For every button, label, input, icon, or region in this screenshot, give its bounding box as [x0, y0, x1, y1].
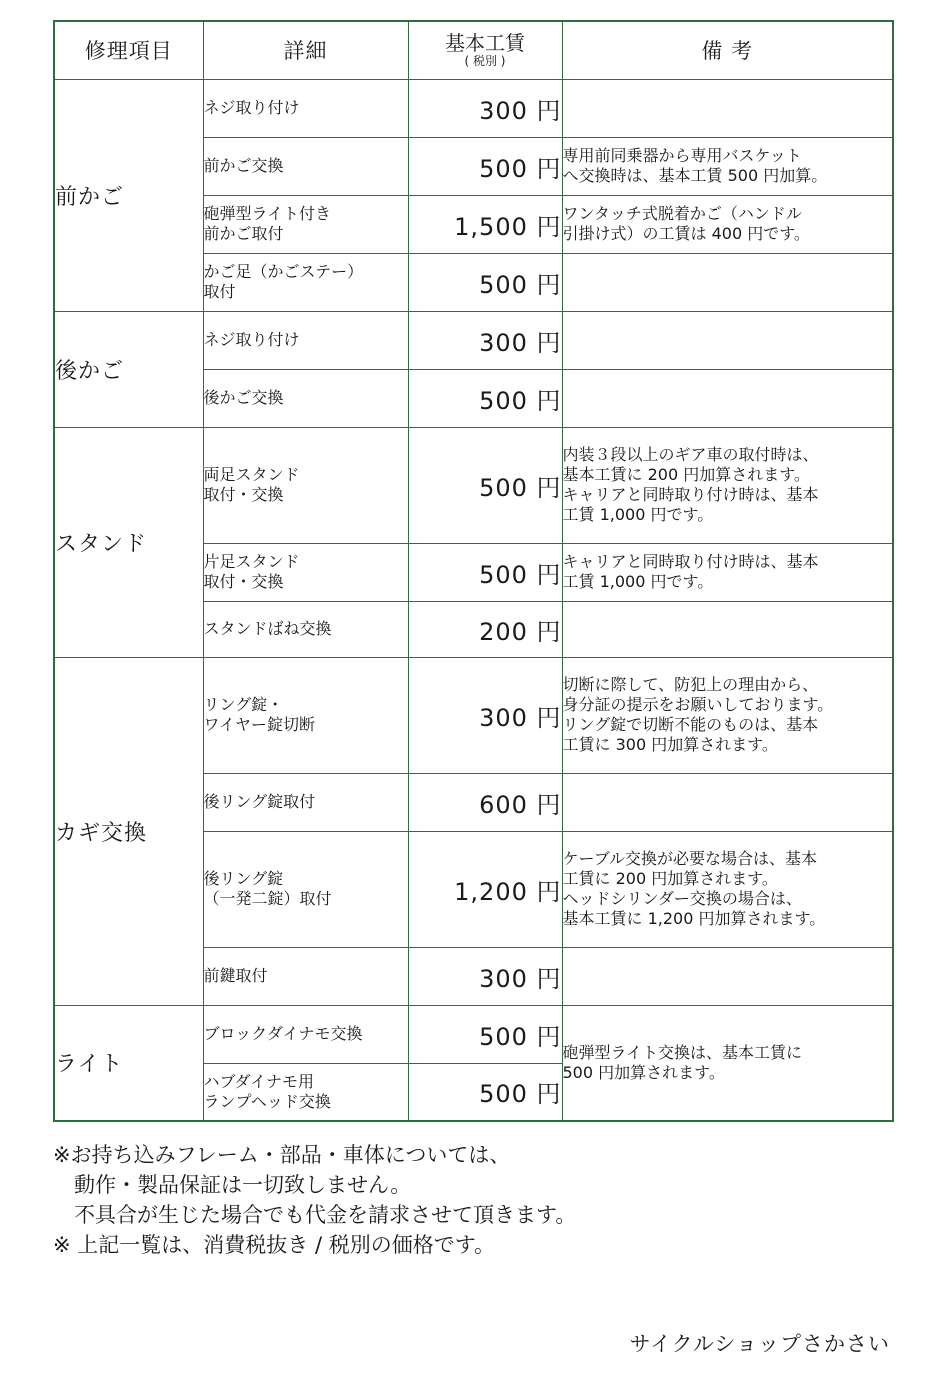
table-row: [54, 1005, 893, 1063]
category-light: ライト: [54, 1005, 203, 1121]
table-row: [54, 427, 893, 543]
note-cell: [562, 79, 893, 137]
category-stand: スタンド: [54, 427, 203, 657]
note-cell: 内装３段以上のギア車の取付時は、 基本工賃に 200 円加算されます。 キャリアと同時取り付け時は、基本 工賃 1,000 円です。: [562, 427, 893, 543]
price-cell: 500 円: [408, 1063, 562, 1121]
price-cell: 300 円: [408, 79, 562, 137]
footnote-line: ※お持ち込みフレーム・部品・車体については、: [53, 1143, 511, 1167]
detail-cell: 後リング錠 （一発二錠）取付: [203, 831, 408, 947]
detail-cell: ブロックダイナモ交換: [203, 1005, 408, 1063]
price-cell: 200 円: [408, 601, 562, 657]
note-cell: ワンタッチ式脱着かご（ハンドル 引掛け式）の工賃は 400 円です。: [562, 195, 893, 253]
detail-cell: 後かご交換: [203, 369, 408, 427]
note-cell: [562, 253, 893, 311]
note-cell: [562, 369, 893, 427]
header-row: [54, 21, 893, 79]
detail-cell: ネジ取り付け: [203, 311, 408, 369]
detail-cell: リング錠・ ワイヤー錠切断: [203, 657, 408, 773]
header-item: 修理項目: [54, 21, 203, 79]
price-cell: 500 円: [408, 1005, 562, 1063]
category-rear-basket: 後かご: [54, 311, 203, 427]
shop-name: サイクルショップさかさい: [629, 1332, 890, 1356]
price-cell: 500 円: [408, 427, 562, 543]
price-cell: 500 円: [408, 543, 562, 601]
detail-cell: 前鍵取付: [203, 947, 408, 1005]
note-cell: 専用前同乗器から専用バスケット へ交換時は、基本工賃 500 円加算。: [562, 137, 893, 195]
price-cell: 300 円: [408, 947, 562, 1005]
note-cell: ケーブル交換が必要な場合は、基本 工賃に 200 円加算されます。 ヘッドシリンダー交換の場合は、 基本工賃に 1,200 円加算されます。: [562, 831, 893, 947]
header-price-main: 基本工賃: [445, 31, 525, 56]
detail-cell: 砲弾型ライト付き 前かご取付: [203, 195, 408, 253]
footnote-line: 不具合が生じた場合でも代金を請求させて頂きます。: [53, 1203, 577, 1227]
table-row: [54, 79, 893, 137]
category-front-basket: 前かご: [54, 79, 203, 311]
detail-cell: 両足スタンド 取付・交換: [203, 427, 408, 543]
footnote-line: 動作・製品保証は一切致しません。: [53, 1173, 412, 1197]
note-cell: [562, 601, 893, 657]
price-table: [53, 20, 894, 1122]
table-row: [54, 657, 893, 773]
note-cell: 砲弾型ライト交換は、基本工賃に 500 円加算されます。: [562, 1005, 893, 1121]
footnotes: [53, 1140, 576, 1260]
header-detail: 詳細: [203, 21, 408, 79]
header-note: 備 考: [562, 21, 893, 79]
detail-cell: 後リング錠取付: [203, 773, 408, 831]
note-cell: キャリアと同時取り付け時は、基本 工賃 1,000 円です。: [562, 543, 893, 601]
category-key: カギ交換: [54, 657, 203, 1005]
price-cell: 1,500 円: [408, 195, 562, 253]
detail-cell: 前かご交換: [203, 137, 408, 195]
detail-cell: ハブダイナモ用 ランプヘッド交換: [203, 1063, 408, 1121]
note-cell: [562, 773, 893, 831]
footnote-line: ※ 上記一覧は、消費税抜き / 税別の価格です。: [53, 1233, 496, 1257]
detail-cell: スタンドばね交換: [203, 601, 408, 657]
price-cell: 300 円: [408, 657, 562, 773]
note-cell: [562, 947, 893, 1005]
note-cell: 切断に際して、防犯上の理由から、 身分証の提示をお願いしております。 リング錠で切断不能のものは、基本 工賃に 300 円加算されます。: [562, 657, 893, 773]
price-cell: 300 円: [408, 311, 562, 369]
price-cell: 500 円: [408, 369, 562, 427]
header-price: [408, 21, 562, 79]
detail-cell: かご足（かごステー） 取付: [203, 253, 408, 311]
table-row: [54, 311, 893, 369]
price-cell: 600 円: [408, 773, 562, 831]
detail-cell: ネジ取り付け: [203, 79, 408, 137]
detail-cell: 片足スタンド 取付・交換: [203, 543, 408, 601]
note-cell: [562, 311, 893, 369]
header-price-sub: ( 税別 ): [464, 54, 506, 69]
price-cell: 500 円: [408, 137, 562, 195]
price-cell: 500 円: [408, 253, 562, 311]
price-cell: 1,200 円: [408, 831, 562, 947]
